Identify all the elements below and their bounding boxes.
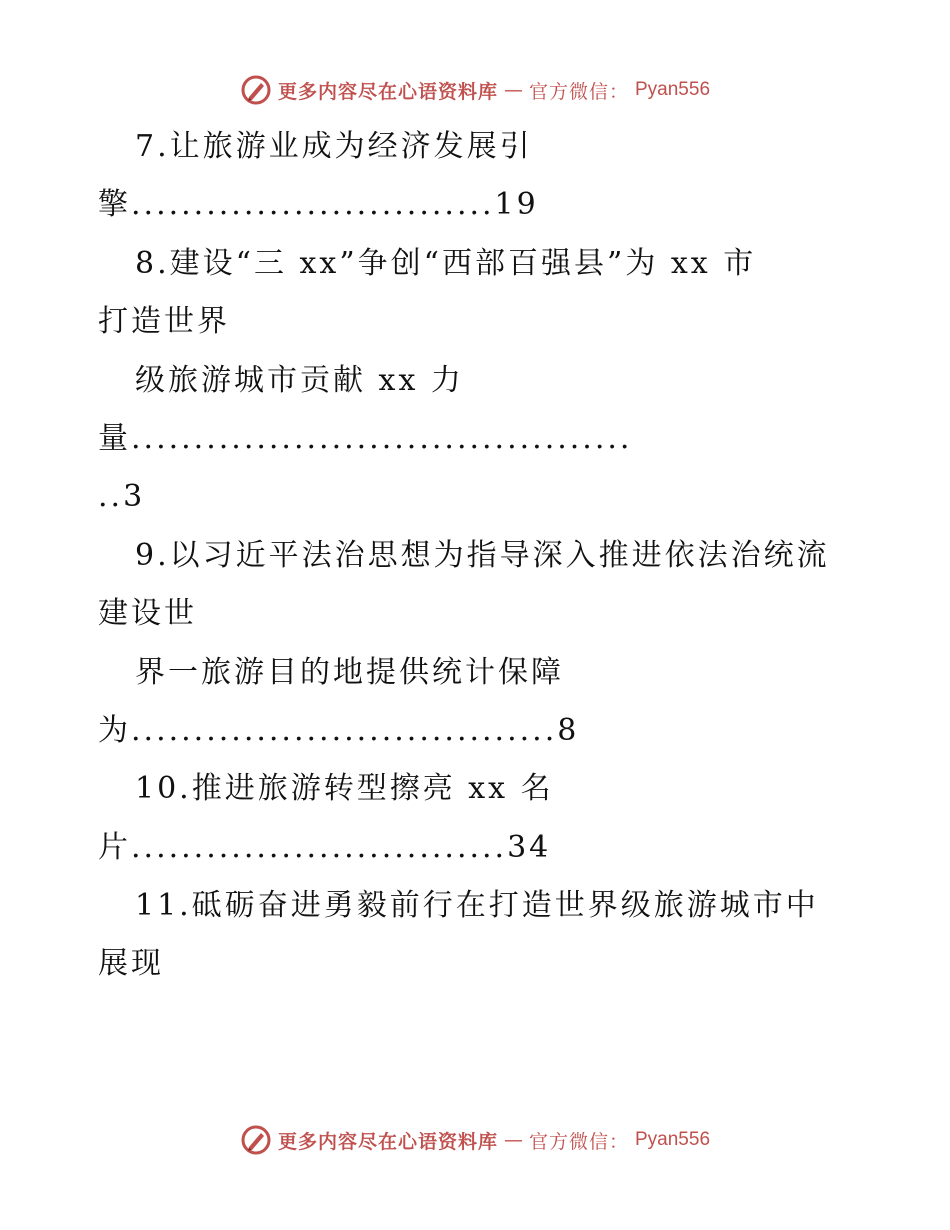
watermark-wechat-id: Pyan556 (635, 1129, 711, 1150)
toc-line-14: 11.砥砺奋进勇毅前行在打造世界级旅游城市中 (135, 888, 819, 924)
toc-content (98, 118, 858, 994)
toc-line-8: 9.以习近平法治思想为指导深入推进依法治统流 (135, 537, 830, 573)
footer-watermark (0, 1122, 950, 1158)
toc-line-12: 10.推进旅游转型擦亮 xx 名 (135, 771, 554, 807)
toc-line-9: 建设世 (98, 596, 197, 632)
toc-line-15: 展现 (98, 946, 164, 982)
watermark-brand: 更多内容尽在心语资料库 (277, 80, 498, 103)
watermark-inner (240, 1124, 710, 1156)
toc-line-5: 级旅游城市贡献 xx 力 (135, 362, 464, 398)
header-watermark (0, 72, 950, 108)
toc-line-2: 擎.............................19 (98, 187, 539, 223)
pen-in-circle-icon (240, 74, 272, 106)
toc-line-7: ..3 (98, 479, 146, 515)
watermark-official-label: 官方微信： (528, 1130, 629, 1153)
toc-line-4: 打造世界 (98, 304, 230, 340)
watermark-official-label: 官方微信： (528, 80, 629, 103)
toc-line-13: 片..............................34 (98, 829, 552, 865)
toc-line-3: 8.建设“三 xx”争创“西部百强县”为 xx 市 (135, 245, 757, 281)
watermark-separator: — (503, 79, 523, 101)
toc-line-1: 7.让旅游业成为经济发展引 (135, 129, 533, 164)
watermark-wechat-id: Pyan556 (635, 79, 711, 100)
pen-in-circle-icon (240, 1124, 272, 1156)
watermark-inner (240, 74, 710, 106)
toc-line-10: 界一旅游目的地提供统计保障 (135, 654, 564, 690)
toc-line-11: 为..................................8 (98, 712, 580, 748)
watermark-separator: — (503, 1129, 523, 1151)
watermark-brand: 更多内容尽在心语资料库 (277, 1130, 498, 1153)
toc-line-6: 量........................................ (98, 420, 633, 456)
